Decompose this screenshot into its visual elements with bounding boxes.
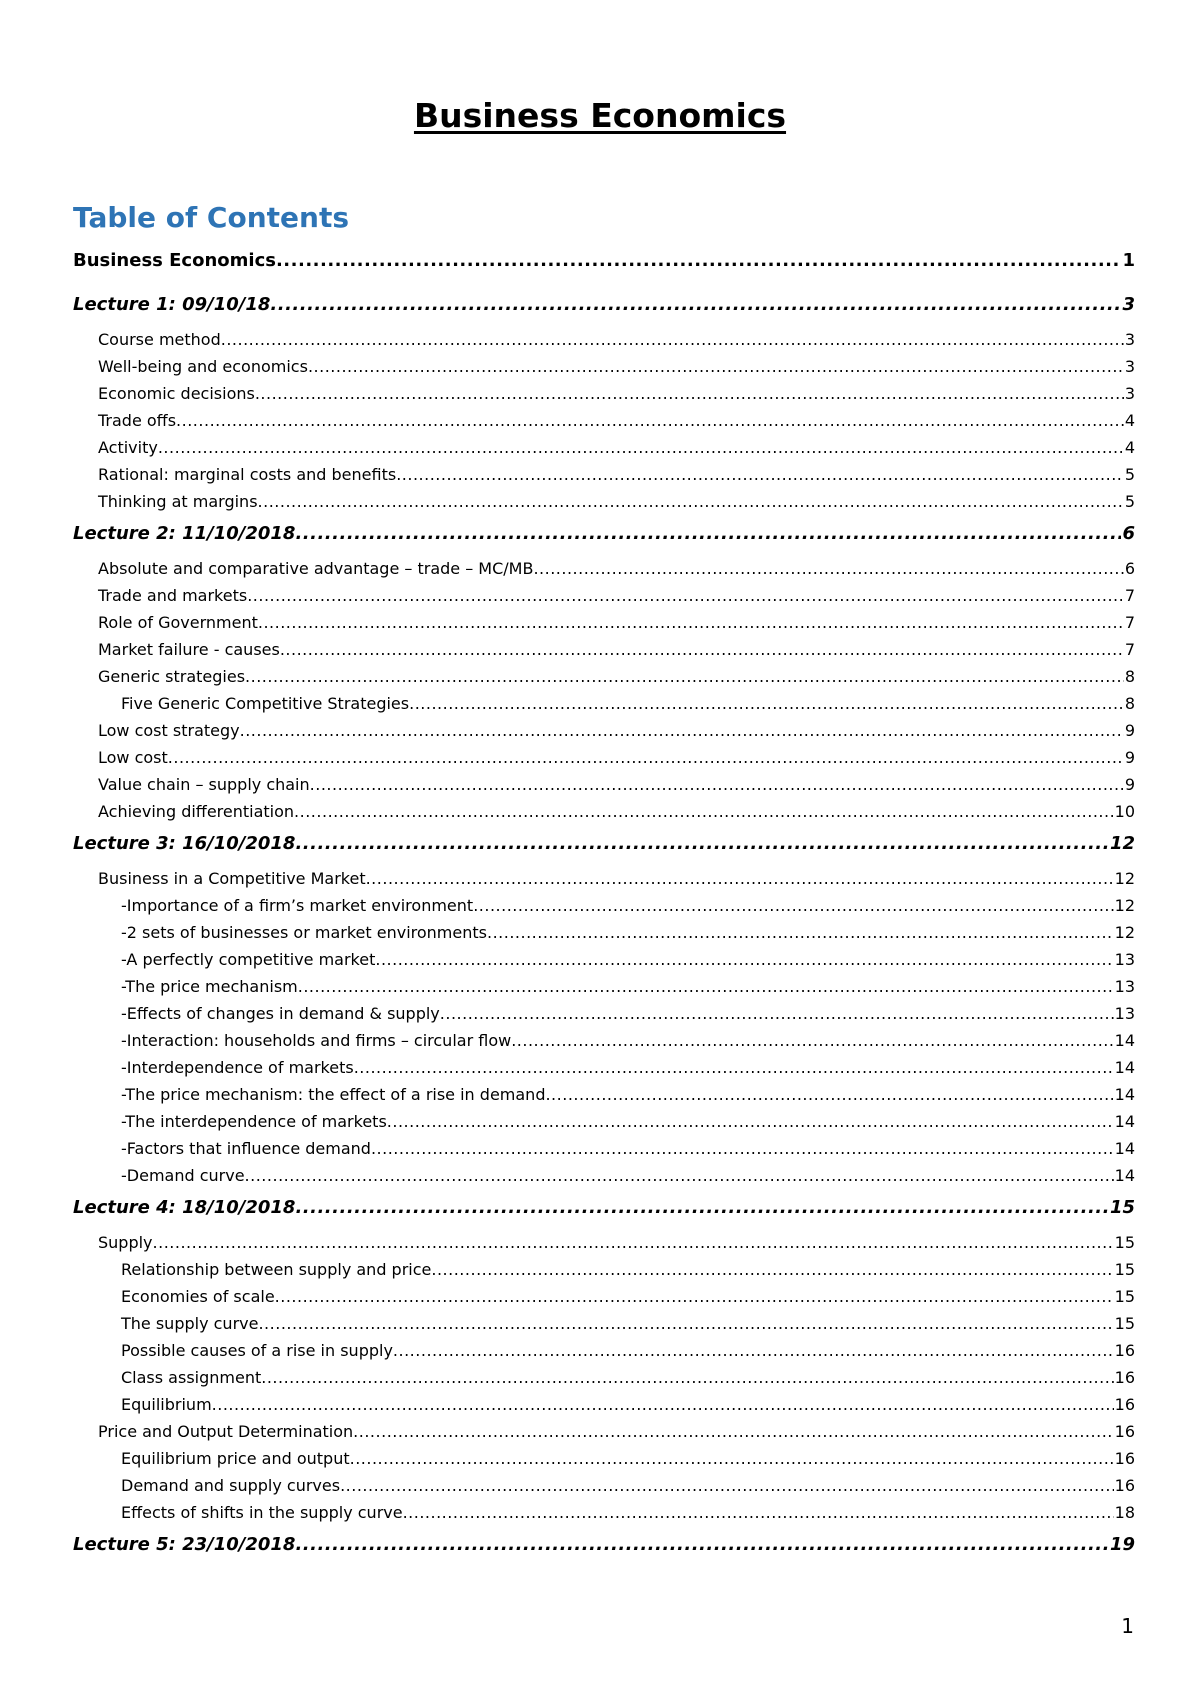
toc-entry-label: Thinking at margins	[98, 492, 258, 511]
toc-entry-page: 12	[1114, 923, 1135, 942]
toc-entry-page: 12	[1114, 869, 1135, 888]
toc-leader-dots	[245, 1166, 1114, 1185]
toc-leader-dots	[366, 869, 1114, 888]
toc-leader-dots	[298, 977, 1114, 996]
toc-entry[interactable]	[73, 1368, 1135, 1395]
toc-entry-page: 7	[1124, 613, 1135, 632]
toc-leader-dots	[240, 721, 1124, 740]
toc-leader-dots	[212, 1395, 1114, 1414]
toc-entry-page: 16	[1114, 1449, 1135, 1468]
toc-entry-label: Low cost strategy	[98, 721, 240, 740]
toc-entry-label: Well-being and economics	[98, 357, 308, 376]
toc-leader-dots	[258, 492, 1124, 511]
toc-entry-page: 13	[1114, 977, 1135, 996]
toc-entry[interactable]	[73, 357, 1135, 384]
toc-entry-label: Supply	[98, 1233, 153, 1252]
toc-entry-page: 16	[1114, 1395, 1135, 1414]
toc-entry[interactable]	[73, 977, 1135, 1004]
toc-entry-page: 18	[1114, 1503, 1135, 1522]
toc-entry[interactable]	[73, 384, 1135, 411]
toc-entry[interactable]	[73, 294, 1135, 330]
toc-leader-dots	[353, 1422, 1113, 1441]
toc-leader-dots	[295, 1197, 1108, 1218]
toc-entry-label: -Interdependence of markets	[121, 1058, 354, 1077]
toc-entry-label: Price and Output Determination	[98, 1422, 354, 1441]
toc-entry-label: Class assignment	[121, 1368, 262, 1387]
toc-entry-label: Business in a Competitive Market	[98, 869, 366, 888]
toc-leader-dots	[511, 1031, 1113, 1050]
toc-leader-dots	[258, 1314, 1113, 1333]
toc-leader-dots	[270, 294, 1121, 315]
toc-leader-dots	[533, 559, 1123, 578]
toc-entry[interactable]	[73, 613, 1135, 640]
toc-leader-dots	[308, 357, 1124, 376]
toc-entry-label: Generic strategies	[98, 667, 246, 686]
page-number: 1	[1121, 1614, 1134, 1638]
toc-entry[interactable]	[73, 1449, 1135, 1476]
document-title: Business Economics	[413, 96, 787, 135]
toc-entry-page: 14	[1114, 1166, 1135, 1185]
toc-leader-dots	[371, 1139, 1114, 1158]
toc-entry-label: Relationship between supply and price	[121, 1260, 432, 1279]
toc-entry-page: 15	[1114, 1287, 1135, 1306]
toc-entry-page: 9	[1124, 721, 1135, 740]
toc-entry-page: 9	[1124, 775, 1135, 794]
toc-entry-label: Role of Government	[98, 613, 258, 632]
toc-entry-label: Possible causes of a rise in supply	[121, 1341, 393, 1360]
toc-entry-page: 15	[1114, 1260, 1135, 1279]
toc-leader-dots	[153, 1233, 1114, 1252]
toc-entry[interactable]	[73, 1476, 1135, 1503]
toc-entry[interactable]	[73, 1534, 1135, 1570]
toc-leader-dots	[375, 950, 1113, 969]
table-of-contents	[73, 250, 1135, 1570]
toc-entry-label: Absolute and comparative advantage – trade – MC/MB	[98, 559, 534, 578]
toc-entry-label: -Interaction: households and firms – circular flow	[121, 1031, 512, 1050]
toc-entry-label: -2 sets of businesses or market environments	[121, 923, 487, 942]
toc-entry-page: 5	[1124, 492, 1135, 511]
toc-entry-page: 10	[1114, 802, 1135, 821]
toc-leader-dots	[545, 1085, 1113, 1104]
toc-entry-page: 4	[1124, 411, 1135, 430]
toc-entry-label: Equilibrium price and output	[121, 1449, 350, 1468]
toc-entry-label: Economies of scale	[121, 1287, 275, 1306]
toc-leader-dots	[258, 613, 1124, 632]
toc-leader-dots	[176, 411, 1124, 430]
toc-entry-label: -The price mechanism: the effect of a rise in demand	[121, 1085, 546, 1104]
toc-leader-dots	[403, 1503, 1114, 1522]
toc-entry[interactable]	[73, 721, 1135, 748]
toc-entry[interactable]	[73, 923, 1135, 950]
toc-entry-page: 5	[1124, 465, 1135, 484]
toc-entry[interactable]	[73, 640, 1135, 667]
toc-entry-label: Effects of shifts in the supply curve	[121, 1503, 403, 1522]
toc-entry-page: 3	[1122, 294, 1135, 315]
toc-entry[interactable]	[73, 802, 1135, 829]
toc-entry-page: 14	[1114, 1112, 1135, 1131]
toc-leader-dots	[396, 465, 1124, 484]
toc-leader-dots	[487, 923, 1114, 942]
toc-entry-page: 9	[1124, 748, 1135, 767]
toc-entry-page: 16	[1114, 1368, 1135, 1387]
toc-entry-page: 6	[1124, 559, 1135, 578]
toc-entry-page: 6	[1122, 523, 1135, 544]
toc-leader-dots	[294, 802, 1114, 821]
toc-entry[interactable]	[73, 411, 1135, 438]
toc-entry-label: -Factors that influence demand	[121, 1139, 371, 1158]
toc-leader-dots	[261, 1368, 1113, 1387]
toc-entry-page: 16	[1114, 1422, 1135, 1441]
toc-entry-label: The supply curve	[121, 1314, 259, 1333]
toc-entry-label: -The price mechanism	[121, 977, 298, 996]
toc-entry-label: Equilibrium	[121, 1395, 212, 1414]
toc-entry-label: Business Economics	[73, 250, 276, 271]
toc-entry[interactable]	[73, 1260, 1135, 1287]
toc-entry[interactable]	[73, 950, 1135, 977]
toc-leader-dots	[354, 1058, 1114, 1077]
toc-entry-label: Lecture 5: 23/10/2018	[73, 1534, 296, 1555]
toc-entry-page: 3	[1124, 357, 1135, 376]
toc-entry-page: 15	[1114, 1233, 1135, 1252]
toc-entry[interactable]	[73, 1422, 1135, 1449]
toc-leader-dots	[247, 586, 1124, 605]
toc-leader-dots	[340, 1476, 1114, 1495]
toc-entry-label: Rational: marginal costs and benefits	[98, 465, 397, 484]
toc-entry-label: Lecture 2: 11/10/2018	[73, 523, 296, 544]
toc-entry-label: Value chain – supply chain	[98, 775, 310, 794]
toc-entry-page: 3	[1124, 330, 1135, 349]
toc-entry-page: 15	[1109, 1197, 1135, 1218]
toc-entry-page: 16	[1114, 1476, 1135, 1495]
toc-entry[interactable]	[73, 1314, 1135, 1341]
toc-leader-dots	[221, 330, 1124, 349]
toc-entry-label: Economic decisions	[98, 384, 255, 403]
toc-entry[interactable]	[73, 1139, 1135, 1166]
toc-entry-label: Demand and supply curves	[121, 1476, 341, 1495]
toc-entry[interactable]	[73, 438, 1135, 465]
toc-entry-page: 12	[1114, 896, 1135, 915]
toc-entry[interactable]	[73, 1233, 1135, 1260]
toc-entry[interactable]	[73, 775, 1135, 802]
toc-entry-page: 1	[1122, 250, 1135, 271]
toc-entry-page: 19	[1109, 1534, 1135, 1555]
toc-entry[interactable]	[73, 1166, 1135, 1193]
toc-entry-label: -A perfectly competitive market	[121, 950, 376, 969]
toc-leader-dots	[310, 775, 1124, 794]
toc-entry-page: 15	[1114, 1314, 1135, 1333]
toc-leader-dots	[440, 1004, 1114, 1023]
toc-entry[interactable]	[73, 523, 1135, 559]
toc-leader-dots	[409, 694, 1124, 713]
toc-entry-page: 14	[1114, 1031, 1135, 1050]
toc-entry-label: -Effects of changes in demand & supply	[121, 1004, 440, 1023]
toc-entry-label: -Demand curve	[121, 1166, 245, 1185]
toc-entry-page: 14	[1114, 1058, 1135, 1077]
toc-leader-dots	[275, 1287, 1114, 1306]
toc-leader-dots	[350, 1449, 1114, 1468]
toc-entry[interactable]	[73, 559, 1135, 586]
toc-leader-dots	[245, 667, 1124, 686]
toc-entry-label: Lecture 1: 09/10/18	[73, 294, 271, 315]
toc-entry-label: Lecture 4: 18/10/2018	[73, 1197, 296, 1218]
toc-entry-label: -Importance of a firm’s market environment	[121, 896, 474, 915]
toc-entry-page: 8	[1124, 667, 1135, 686]
toc-entry-page: 12	[1109, 833, 1135, 854]
toc-leader-dots	[280, 640, 1124, 659]
toc-entry-label: Market failure - causes	[98, 640, 280, 659]
toc-entry-page: 8	[1124, 694, 1135, 713]
toc-entry[interactable]	[73, 694, 1135, 721]
toc-entry[interactable]	[73, 1058, 1135, 1085]
toc-entry-label: -The interdependence of markets	[121, 1112, 387, 1131]
toc-entry[interactable]	[73, 1287, 1135, 1314]
toc-leader-dots	[255, 384, 1124, 403]
toc-entry[interactable]	[73, 465, 1135, 492]
toc-entry[interactable]	[73, 1031, 1135, 1058]
toc-entry[interactable]	[73, 1197, 1135, 1233]
toc-entry[interactable]	[73, 492, 1135, 519]
toc-entry[interactable]	[73, 586, 1135, 613]
toc-leader-dots	[431, 1260, 1113, 1279]
toc-entry-page: 7	[1124, 586, 1135, 605]
toc-entry-label: Trade offs	[98, 411, 177, 430]
toc-entry-label: Activity	[98, 438, 158, 457]
toc-leader-dots	[295, 833, 1108, 854]
toc-entry-label: Trade and markets	[98, 586, 248, 605]
toc-entry-page: 13	[1114, 1004, 1135, 1023]
toc-leader-dots	[295, 1534, 1108, 1555]
toc-entry-label: Five Generic Competitive Strategies	[121, 694, 410, 713]
toc-entry[interactable]	[73, 1503, 1135, 1530]
toc-entry[interactable]	[73, 667, 1135, 694]
toc-entry[interactable]	[73, 896, 1135, 923]
toc-entry[interactable]	[73, 833, 1135, 869]
toc-entry[interactable]	[73, 1112, 1135, 1139]
toc-entry-page: 14	[1114, 1139, 1135, 1158]
toc-entry[interactable]	[73, 1341, 1135, 1368]
toc-entry-label: Achieving differentiation	[98, 802, 295, 821]
toc-leader-dots	[295, 523, 1121, 544]
toc-entry-page: 4	[1124, 438, 1135, 457]
toc-heading: Table of Contents	[73, 201, 350, 234]
toc-entry[interactable]	[73, 250, 1135, 290]
toc-entry[interactable]	[73, 748, 1135, 775]
toc-entry-page: 13	[1114, 950, 1135, 969]
toc-leader-dots	[387, 1112, 1114, 1131]
toc-leader-dots	[473, 896, 1113, 915]
toc-entry-label: Low cost	[98, 748, 168, 767]
toc-entry-label: Course method	[98, 330, 221, 349]
toc-entry[interactable]	[73, 1004, 1135, 1031]
toc-leader-dots	[393, 1341, 1114, 1360]
toc-leader-dots	[158, 438, 1124, 457]
toc-entry[interactable]	[73, 869, 1135, 896]
toc-entry-page: 16	[1114, 1341, 1135, 1360]
toc-leader-dots	[276, 250, 1122, 271]
toc-entry[interactable]	[73, 1085, 1135, 1112]
toc-entry-page: 3	[1124, 384, 1135, 403]
toc-entry-page: 7	[1124, 640, 1135, 659]
toc-entry-page: 14	[1114, 1085, 1135, 1104]
toc-leader-dots	[168, 748, 1124, 767]
toc-entry[interactable]	[73, 1395, 1135, 1422]
toc-entry-label: Lecture 3: 16/10/2018	[73, 833, 296, 854]
toc-entry[interactable]	[73, 330, 1135, 357]
